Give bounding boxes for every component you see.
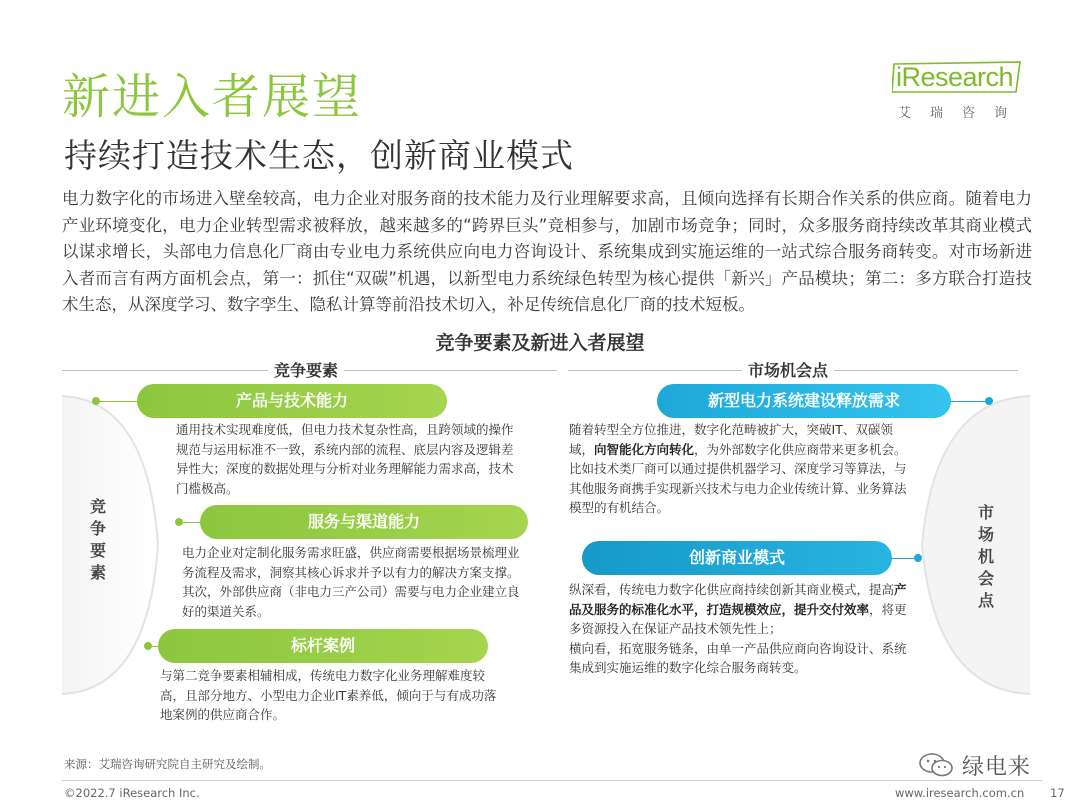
copyright: ©2022.7 iResearch Inc. <box>64 786 200 800</box>
desc-benchmark-case: 与第二竞争要素相辅相成，传统电力数字化业务理解难度较高，且部分地方、小型电力企业IT素养低，倾向于与有成功落地案例的供应商合作。 <box>160 668 497 722</box>
diagram-title: 竞争要素及新进入者展望 <box>435 332 645 354</box>
watermark-text: 绿电来 <box>962 755 1032 780</box>
connector-dot <box>92 397 100 405</box>
page-subtitle: 持续打造技术生态，创新商业模式 <box>64 136 574 175</box>
pill-business-model: 创新商业模式 <box>582 541 892 575</box>
connector-dot <box>914 554 922 562</box>
page-number: 17 <box>1050 786 1065 800</box>
watermark <box>918 748 1058 780</box>
source-note: 来源：艾瑞咨询研究院自主研究及绘制。 <box>64 757 271 771</box>
left-arc-fill <box>62 396 158 694</box>
pill-benchmark-case: 标杆案例 <box>158 629 488 663</box>
desc-business-model: 纵深看，传统电力数字化供应商持续创新其商业模式，提高产品及服务的标准化水平，打造规模效应，提升交付效率，将更多资源投入在保证产品技术领先性上； 横向看，拓宽服务链条，由单一产品供应商向咨询设计、系统集成到实施运维的数字化综合服务商转变。 <box>569 582 907 675</box>
connector-line <box>891 558 915 559</box>
pill-product-tech: 产品与技术能力 <box>137 384 447 418</box>
footer-url[interactable]: www.iresearch.com.cn <box>895 786 1025 800</box>
desc-new-power-system: 随着转型全方位推进，数字化范畴被扩大，突破IT、双碳领域，向智能化方向转化，为外部数字化供应商带来更多机会。比如技术类厂商可以通过提供机器学习、深度学习等算法，与其他服务商携手实现新兴技术与电力企业传统计算、业务算法模型的有机结合。 <box>569 422 907 515</box>
pill-new-power-system: 新型电力系统建设释放需求 <box>657 384 951 418</box>
right-side-label: 市场机会点 <box>977 503 994 610</box>
connector-dot <box>144 642 152 650</box>
connector-line <box>100 401 140 402</box>
footer-divider <box>62 780 1042 781</box>
desc-service-channel: 电力企业对定制化服务需求旺盛，供应商需要根据场景梳理业务流程及需求，洞察其核心诉求并予以有力的解决方案支撑。其次，外部供应商（非电力三产公司）需要与电力企业建立良好的渠道关系。 <box>182 545 520 619</box>
right-section-label: 市场机会点 <box>742 358 834 381</box>
logo-cn: 艾瑞咨询 <box>898 106 1027 121</box>
connector-dot <box>175 518 183 526</box>
logo-text: iResearch <box>896 62 1014 92</box>
page-title: 新进入者展望 <box>62 69 363 125</box>
intro-paragraph: 电力数字化的市场进入壁垒较高，电力企业对服务商的技术能力及行业理解要求高，且倾向选择有长期合作关系的供应商。随着电力产业环境变化，电力企业转型需求被释放，越来越多的“跨界巨头”竞相参与，加剧市场竞争；同时，众多服务商持续改革其商业模式以谋求增长，头部电力信息化厂商由专业电力系统供应向电力咨询设计、系统集成到实施运维的一站式综合服务商转变。对市场新进入者而言有两方面机会点，第一：抓住“双碳”机遇，以新型电力系统绿色转型为核心提供「新兴」产品模块；第二：多方联合打造技术生态，从深度学习、数字孪生、隐私计算等前沿技术切入，补足传统信息化厂商的技术短板。 <box>62 189 1032 314</box>
connector-line <box>950 401 986 402</box>
wechat-icon <box>918 752 954 778</box>
pill-service-channel: 服务与渠道能力 <box>200 505 528 539</box>
left-section-label: 竞争要素 <box>268 358 344 381</box>
desc-product-tech: 通用技术实现难度低，但电力技术复杂性高，且跨领域的操作规范与运用标准不一致，系统内部的流程、底层内容及逻辑差异性大；深度的数据处理与分析对业务理解能力需求高，技术门槛极高。 <box>176 422 514 496</box>
left-side-label: 竞争要素 <box>89 497 106 582</box>
connector-dot <box>985 397 993 405</box>
